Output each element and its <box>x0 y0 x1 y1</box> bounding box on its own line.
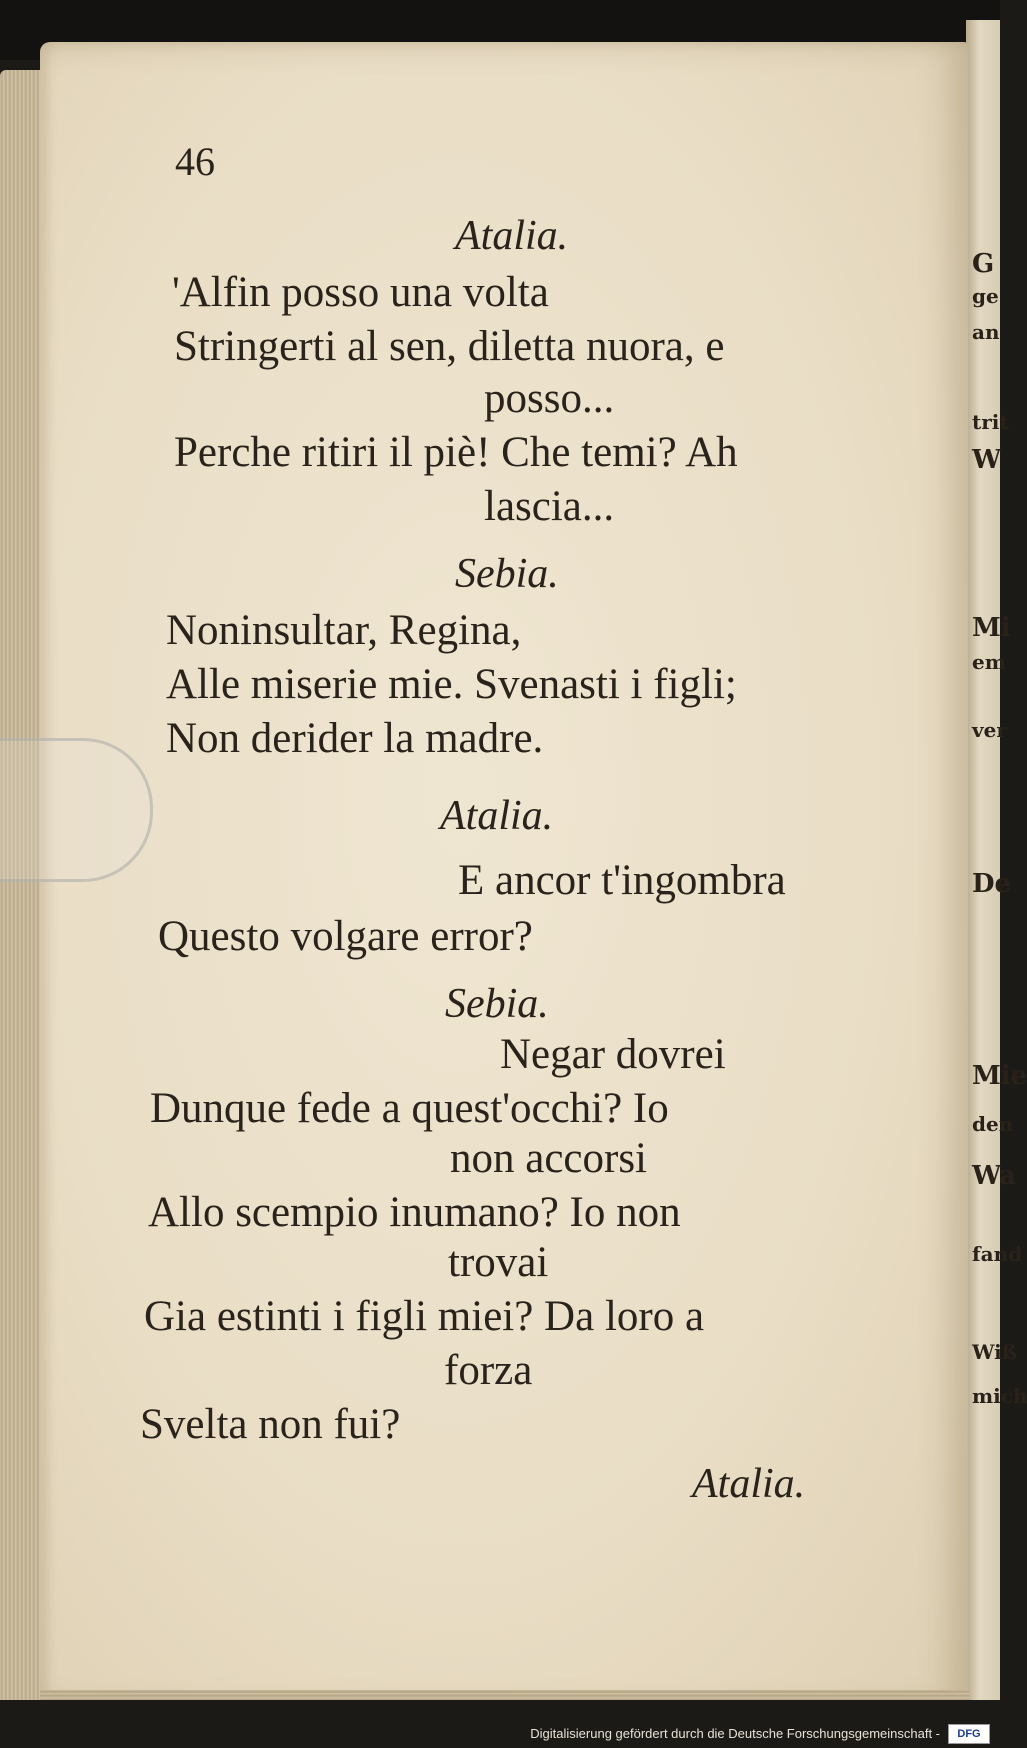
next-page-fragment: den <box>972 1112 1014 1136</box>
verse-line: Stringerti al sen, diletta nuora, e <box>174 323 725 370</box>
next-page-fragment: Mi <box>972 613 1011 643</box>
next-page-fragment: De <box>972 869 1012 899</box>
next-page-fragment: Wiß <box>972 1340 1017 1364</box>
next-page-fragment: W <box>972 445 1002 475</box>
next-page-fragment: trit <box>972 410 1009 434</box>
next-page-fragment: Mie <box>972 1061 1027 1091</box>
next-page-fragment: an <box>972 320 1000 344</box>
next-page-fragment: G <box>972 249 995 279</box>
next-page-fragment: em <box>972 650 1006 674</box>
verse-line: forza <box>444 1347 533 1394</box>
speaker-name: Atalia. <box>455 213 569 259</box>
verse-line: Noninsultar, Regina, <box>166 607 522 654</box>
verse-line: Alle miserie mie. Svenasti i figli; <box>166 661 737 708</box>
dfg-logo: DFG <box>948 1724 990 1744</box>
catchword: Atalia. <box>692 1461 806 1507</box>
speaker-name: Sebia. <box>455 551 559 597</box>
verse-line: Allo scempio inumano? Io non <box>148 1189 681 1236</box>
verse-line: Questo volgare error? <box>158 913 533 960</box>
verse-line: Non derider la madre. <box>166 715 544 762</box>
page-clip <box>0 738 153 882</box>
verse-line: Perche ritiri il piè! Che temi? Ah <box>174 429 738 476</box>
next-page-fragment: ge <box>972 284 999 308</box>
speaker-name: Atalia. <box>440 793 554 839</box>
verse-line: Negar dovrei <box>500 1031 726 1078</box>
verse-line: Svelta non fui? <box>140 1401 401 1448</box>
verse-line: posso... <box>484 375 615 422</box>
verse-line: E ancor t'ingombra <box>458 857 786 904</box>
verse-line: Dunque fede a quest'occhi? Io <box>150 1085 669 1132</box>
verse-line: non accorsi <box>450 1135 648 1182</box>
digitization-credit: Digitalisierung gefördert durch die Deutsche Forschungsgemeinschaft - <box>530 1726 940 1741</box>
next-page-fragment: Wa <box>972 1161 1016 1191</box>
next-page-fragment: mich <box>972 1384 1027 1408</box>
verse-line: lascia... <box>484 483 615 530</box>
verse-line: trovai <box>448 1239 549 1286</box>
page-number: 46 <box>175 139 215 184</box>
next-page-fragment: ver <box>972 718 1007 742</box>
next-page-fragment: fand <box>972 1242 1023 1266</box>
speaker-name: Sebia. <box>445 981 549 1027</box>
verse-line: 'Alfin posso una volta <box>172 269 549 316</box>
verse-line: Gia estinti i figli miei? Da loro a <box>144 1293 705 1340</box>
